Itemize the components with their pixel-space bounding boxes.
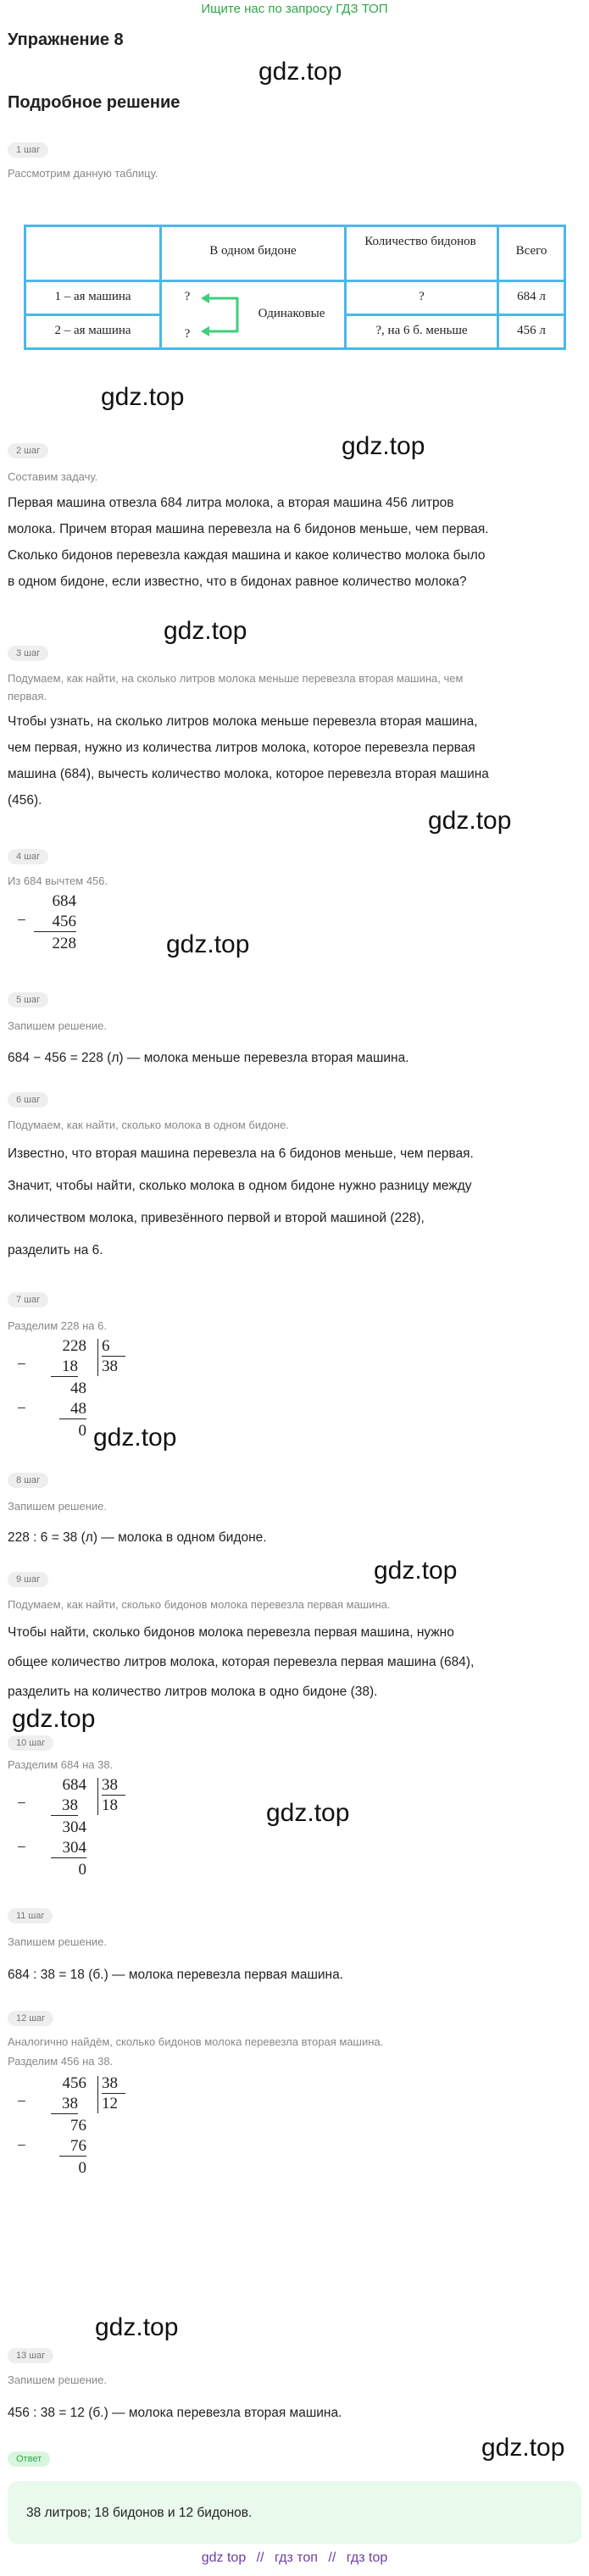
- step-badge: 10 шаг: [8, 1735, 53, 1751]
- step-badge: 2 шаг: [8, 443, 48, 458]
- step-badge: 4 шаг: [8, 849, 48, 864]
- step-text: Чтобы узнать, на сколько литров молока меньше перевезла вторая машина, чем первая, нужно из количества литров молока, которое перевезла первая машина (684), вычесть количество молока, которое перевезла вторая машина (456).: [8, 714, 489, 808]
- watermark: gdz.top: [258, 58, 342, 86]
- footer-separator: //: [256, 2551, 264, 2565]
- step-badge: 1 шаг: [8, 142, 48, 158]
- top-note[interactable]: Ищите нас по запросу ГДЗ ТОП: [201, 2, 388, 16]
- step-note: Разделим 456 на 38.: [8, 2055, 114, 2068]
- data-table: [24, 225, 566, 350]
- watermark: gdz.top: [342, 432, 425, 460]
- step-note: Аналогично найдём, сколько бидонов молока перевезла вторая машина.: [8, 2035, 384, 2048]
- watermark: gdz.top: [166, 930, 250, 958]
- step-text: Известно, что вторая машина перевезла на 6 бидонов меньше, чем первая. Значит, чтобы найти, сколько молока в одном бидоне нужно разницу между количеством молока, привезённого первой и второй машиной (228), разделить на 6.: [8, 1146, 474, 1257]
- row-2-one: ?: [184, 327, 191, 341]
- step-result: 456 : 38 = 12 (б.) — молока перевезла вторая машина.: [8, 2406, 342, 2420]
- watermark: gdz.top: [266, 1799, 350, 1827]
- step-badge: 6 шаг: [8, 1092, 48, 1108]
- watermark: gdz.top: [374, 1557, 458, 1585]
- step-note: Запишем решение.: [8, 1500, 107, 1513]
- header-count: Количество бидонов: [364, 235, 476, 248]
- step-badge: 5 шаг: [8, 992, 48, 1008]
- step-note: Запишем решение.: [8, 1019, 107, 1032]
- row-2-label: 2 – ая машина: [54, 324, 131, 337]
- step-badge: 12 шаг: [8, 2011, 53, 2026]
- same-label: Одинаковые: [258, 307, 325, 320]
- long-division: − − 228 18 48 48 0 6 38: [17, 1337, 153, 1447]
- step-result: 228 : 6 = 38 (л) — молока в одном бидоне.: [8, 1530, 267, 1545]
- step-badge: 7 шаг: [8, 1292, 48, 1307]
- step-note: Подумаем, как найти, на сколько литров молока меньше перевезла вторая машина, чем: [8, 672, 464, 685]
- step-note: Запишем решение.: [8, 1935, 107, 1948]
- step-badge: 13 шаг: [8, 2348, 53, 2363]
- long-division: − − 456 38 76 76 0 38 12: [17, 2074, 153, 2185]
- footer-link[interactable]: гдз топ: [275, 2551, 318, 2565]
- step-note: первая.: [8, 690, 47, 702]
- step-badge: 11 шаг: [8, 1908, 53, 1924]
- step-note: Составим задачу.: [8, 470, 98, 483]
- step-note: Разделим 684 на 38.: [8, 1758, 114, 1771]
- step-result: 684 − 456 = 228 (л) — молока меньше перевезла вторая машина.: [8, 1051, 409, 1065]
- footer-link[interactable]: gdz top: [201, 2551, 247, 2565]
- header-one-can: В одном бидоне: [209, 244, 297, 258]
- step-result: 684 : 38 = 18 (б.) — молока перевезла первая машина.: [8, 1968, 344, 1982]
- answer-badge: Ответ: [8, 2451, 50, 2467]
- step-note: Запишем решение.: [8, 2373, 107, 2386]
- watermark: gdz.top: [101, 383, 185, 411]
- footer-link[interactable]: гдз top: [346, 2551, 388, 2565]
- step-note: Подумаем, как найти, сколько бидонов молока перевезла первая машина.: [8, 1598, 391, 1611]
- watermark: gdz.top: [93, 1424, 177, 1452]
- watermark: gdz.top: [428, 807, 512, 835]
- row-1-total: 684 л: [517, 290, 546, 303]
- step-badge: 3 шаг: [8, 646, 48, 661]
- row-1-count: ?: [419, 290, 425, 303]
- footer-links: [0, 2551, 589, 2566]
- step-note: Рассмотрим данную таблицу.: [8, 167, 158, 180]
- watermark: gdz.top: [164, 617, 247, 645]
- same-bracket: [199, 291, 250, 338]
- answer-text: 38 литров; 18 бидонов и 12 бидонов.: [26, 2506, 253, 2520]
- step-badge: 9 шаг: [8, 1572, 48, 1587]
- step-text: Первая машина отвезла 684 литра молока, а вторая машина 456 литров молока. Причем вторая машина перевезла на 6 бидонов меньше, чем первая. Сколько бидонов перевезла каждая машина и какое количество молока было в одном бидоне, если известно, что в бидонах равное количество молока?: [8, 496, 489, 589]
- long-division: − − 684 38 304 304 0 38 18: [17, 1776, 153, 1886]
- row-2-total: 456 л: [517, 324, 546, 337]
- footer-separator: //: [328, 2551, 336, 2565]
- step-note: Из 684 вычтем 456.: [8, 874, 108, 887]
- answer-box: [8, 2481, 581, 2544]
- row-1-label: 1 – ая машина: [54, 290, 131, 303]
- step-badge: 8 шаг: [8, 1473, 48, 1488]
- subtraction: − 684 456 228: [17, 892, 76, 952]
- watermark: gdz.top: [95, 2313, 179, 2341]
- step-note: Подумаем, как найти, сколько молока в одном бидоне.: [8, 1119, 289, 1131]
- row-2-count: ?, на 6 б. меньше: [375, 324, 468, 337]
- row-1-one: ?: [184, 290, 191, 303]
- section-title: Подробное решение: [8, 93, 181, 112]
- step-note: Разделим 228 на 6.: [8, 1319, 107, 1332]
- watermark: gdz.top: [481, 2434, 565, 2462]
- page-title: Упражнение 8: [8, 31, 124, 49]
- header-total: Всего: [515, 244, 547, 258]
- step-text: Чтобы найти, сколько бидонов молока перевезла первая машина, нужно общее количество литров молока, которая перевезла первая машина (684), разделить на количество литров молока в одно бидоне (38).: [8, 1625, 475, 1699]
- watermark: gdz.top: [12, 1705, 96, 1733]
